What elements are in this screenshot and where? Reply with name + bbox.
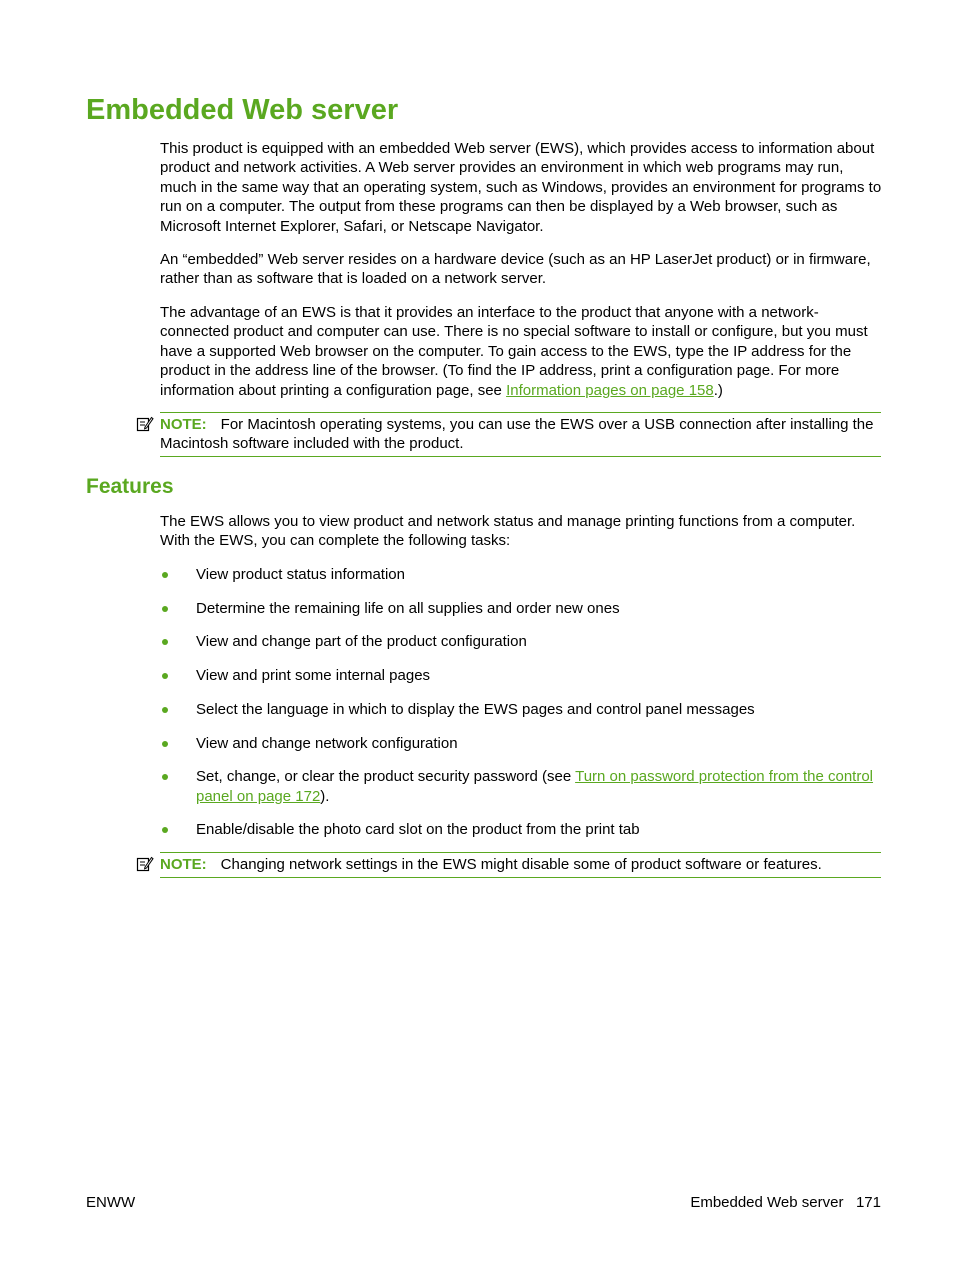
features-title: Features (86, 475, 174, 498)
features-intro: The EWS allows you to view product and network status and manage printing functions from a computer. With the EWS, you can complete the following tasks: (160, 513, 856, 550)
list-item-text: Determine the remaining life on all supplies and order new ones (196, 599, 620, 617)
list-item (160, 565, 884, 584)
intro-paragraph-3-end: .) (713, 381, 723, 399)
list-item (160, 632, 884, 651)
list-item (160, 820, 884, 839)
list-item (160, 700, 884, 719)
note-label: NOTE: (160, 416, 207, 433)
bullet-icon (162, 673, 168, 679)
note-macintosh (160, 412, 881, 457)
list-item (160, 599, 884, 618)
intro-paragraph-2: An “embedded” Web server resides on a hardware device (such as an HP LaserJet product) or in firmware, rather than as software that is loaded on a network server. (160, 251, 871, 288)
note-label: NOTE: (160, 856, 207, 873)
bullet-icon (162, 572, 168, 578)
intro-paragraph-3 (160, 303, 884, 400)
list-item-text: Select the language in which to display the EWS pages and control panel messages (196, 700, 755, 718)
page-title: Embedded Web server (86, 94, 399, 126)
list-item-text: Enable/disable the photo card slot on the product from the print tab (196, 821, 640, 839)
list-item (160, 734, 884, 753)
list-item-text: View and change network configuration (196, 734, 458, 752)
list-item-text-end: ). (320, 787, 330, 805)
bullet-icon (162, 606, 168, 612)
list-item (160, 767, 884, 806)
bullet-icon (162, 774, 168, 780)
password-protection-link[interactable]: Turn on password protection from the control panel on page 172 (196, 768, 874, 805)
note-network-settings (160, 852, 881, 878)
note-text: Changing network settings in the EWS might disable some of product software or features. (220, 856, 822, 873)
intro-paragraph-1: This product is equipped with an embedded Web server (EWS), which provides access to information about product and network activities. A Web server provides an environment in which web programs may run, much in the same way that an operating system, such as Windows, provides an environment for programs to run on a computer. The output from these programs can then be displayed by a Web browser, such as Microsoft Internet Explorer, Safari, or Netscape Navigator. (160, 140, 882, 235)
note-pencil-icon (136, 855, 154, 873)
bullet-icon (162, 741, 168, 747)
bullet-icon (162, 707, 168, 713)
footer-title: Embedded Web server (690, 1194, 844, 1211)
footer-right (690, 1193, 881, 1212)
note-pencil-icon (136, 415, 154, 433)
footer-left: ENWW (86, 1194, 136, 1211)
list-item-text: View and change part of the product configuration (196, 633, 527, 651)
page-number: 171 (855, 1194, 881, 1211)
bullet-icon (162, 639, 168, 645)
list-item-text: Set, change, or clear the product security password (see (196, 768, 576, 786)
features-list (160, 565, 884, 840)
list-item-text: View and print some internal pages (196, 667, 431, 685)
list-item (160, 666, 884, 685)
intro-paragraph-3-text: The advantage of an EWS is that it provides an interface to the product that anyone with a network-connected product and computer can use. There is no special software to install or configure, but you must have a supported Web browser on the computer. To gain access to the EWS, type the IP address for the product in the address line of the browser. (To find the IP address, print a configuration page. For more information about printing a configuration page, see (160, 304, 868, 399)
information-pages-link[interactable]: Information pages on page 158 (506, 381, 714, 399)
list-item-text: View product status information (196, 566, 405, 583)
bullet-icon (162, 827, 168, 833)
note-text: For Macintosh operating systems, you can use the EWS over a USB connection after installing the Macintosh software included with the product. (160, 416, 874, 453)
